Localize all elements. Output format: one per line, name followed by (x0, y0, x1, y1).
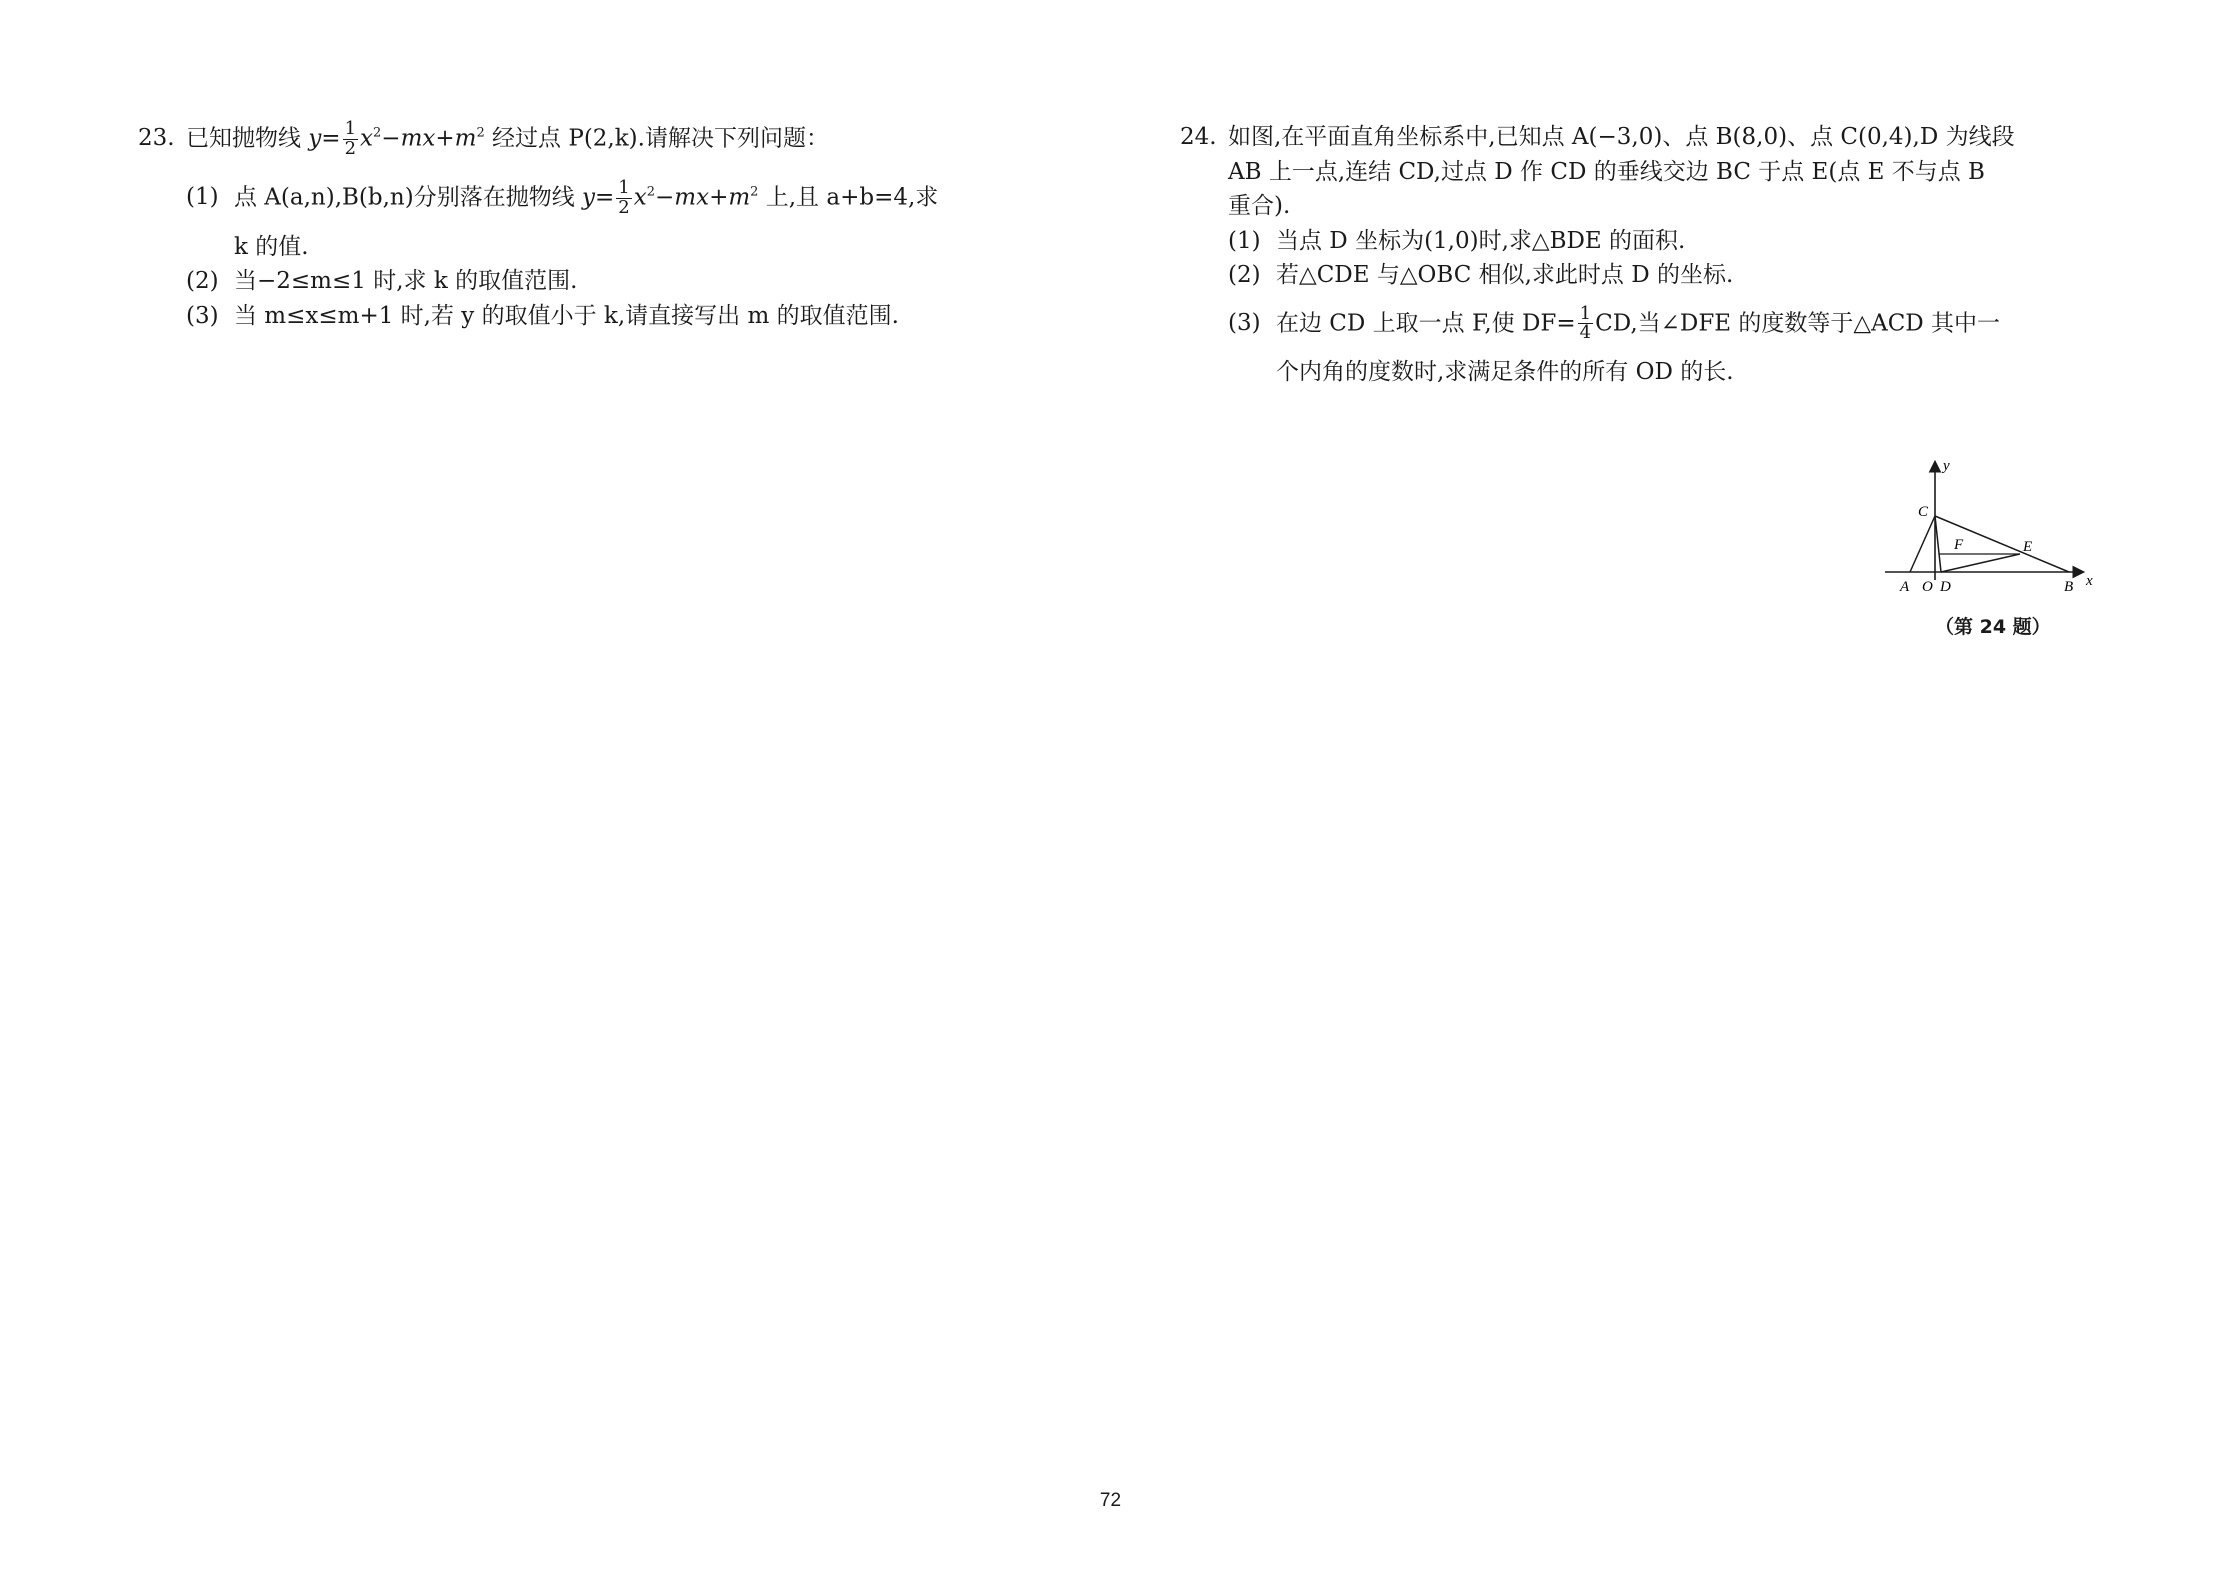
segment-AC (1910, 516, 1935, 572)
q23-stem-post: 经过点 P(2,k).请解决下列问题： (492, 125, 829, 152)
q24-part-3: (3) 在边 CD 上取一点 F,使 DF= $\frac{1}{4}$ CD,当∠DFE 的度数等于△ACD 其中一 (1228, 302, 2001, 344)
q23-part-3: (3) 当 m≤x≤m+1 时,若 y 的取值小于 k,请直接写出 m 的取值范围. (186, 302, 899, 329)
q24-part-1: (1) 当点 D 坐标为(1,0)时,求△BDE 的面积. (1228, 227, 1686, 254)
segment-CD (1935, 516, 1941, 572)
q23-part-2: (2) 当−2≤m≤1 时,求 k 的取值范围. (186, 268, 578, 295)
label-O: O (1922, 579, 1933, 595)
segment-DE (1941, 554, 2020, 572)
label-F: F (1954, 537, 1964, 553)
q24-figure (1880, 455, 2100, 605)
q24-part-2: (2) 若△CDE 与△OBC 相似,求此时点 D 的坐标. (1228, 262, 1734, 288)
q24-stem-line-3: 重合). (1228, 193, 1291, 219)
q24-part-3-cont: 个内角的度数时,求满足条件的所有 OD 的长. (1276, 359, 1734, 386)
question-23 (138, 120, 1078, 333)
q23-stem: 23. 已知抛物线 y= $\frac{1}{2}$ $x^2-mx+m^2$ 经过点 P(2,k).请解决下列问题： (138, 118, 829, 159)
q24-number: 24. (1180, 124, 1217, 150)
label-C: C (1918, 504, 1929, 520)
q23-part-1: (1) 点 A(a,n),B(b,n)分别落在抛物线 y= $\frac{1}{2}$ $x^2-mx+m^2$ 上,且 a+b=4,求 (186, 176, 939, 218)
label-B: B (2064, 579, 2074, 595)
coordinate-diagram (1880, 455, 2100, 605)
q23-stem-pre: 已知抛物线 (186, 125, 301, 152)
q24-stem-line-2: AB 上一点,连结 CD,过点 D 作 CD 的垂线交边 BC 于点 E(点 E 不与点 B (1228, 158, 1985, 185)
q23-eq-y: y= (308, 125, 341, 152)
page-number: 72 (1099, 1490, 1122, 1511)
label-x: x (2086, 573, 2093, 589)
q23-number: 23. (138, 125, 175, 152)
label-A: A (1900, 579, 1910, 595)
label-E: E (2023, 539, 2033, 555)
label-y: y (1943, 458, 1950, 474)
q23-part-1-cont: k 的值. (234, 233, 309, 260)
q24-stem: 24. 如图,在平面直角坐标系中,已知点 A(−3,0)、点 B(8,0)、点 C(0,4),D 为线段 (1180, 120, 2100, 155)
question-24 (1180, 120, 2100, 390)
figure-caption: （第 24 题） (1935, 616, 2051, 638)
q23-fraction: $\frac{1}{2}$ (344, 118, 357, 159)
q24-fraction: $\frac{1}{4}$ (1579, 302, 1592, 344)
label-D: D (1940, 579, 1951, 595)
